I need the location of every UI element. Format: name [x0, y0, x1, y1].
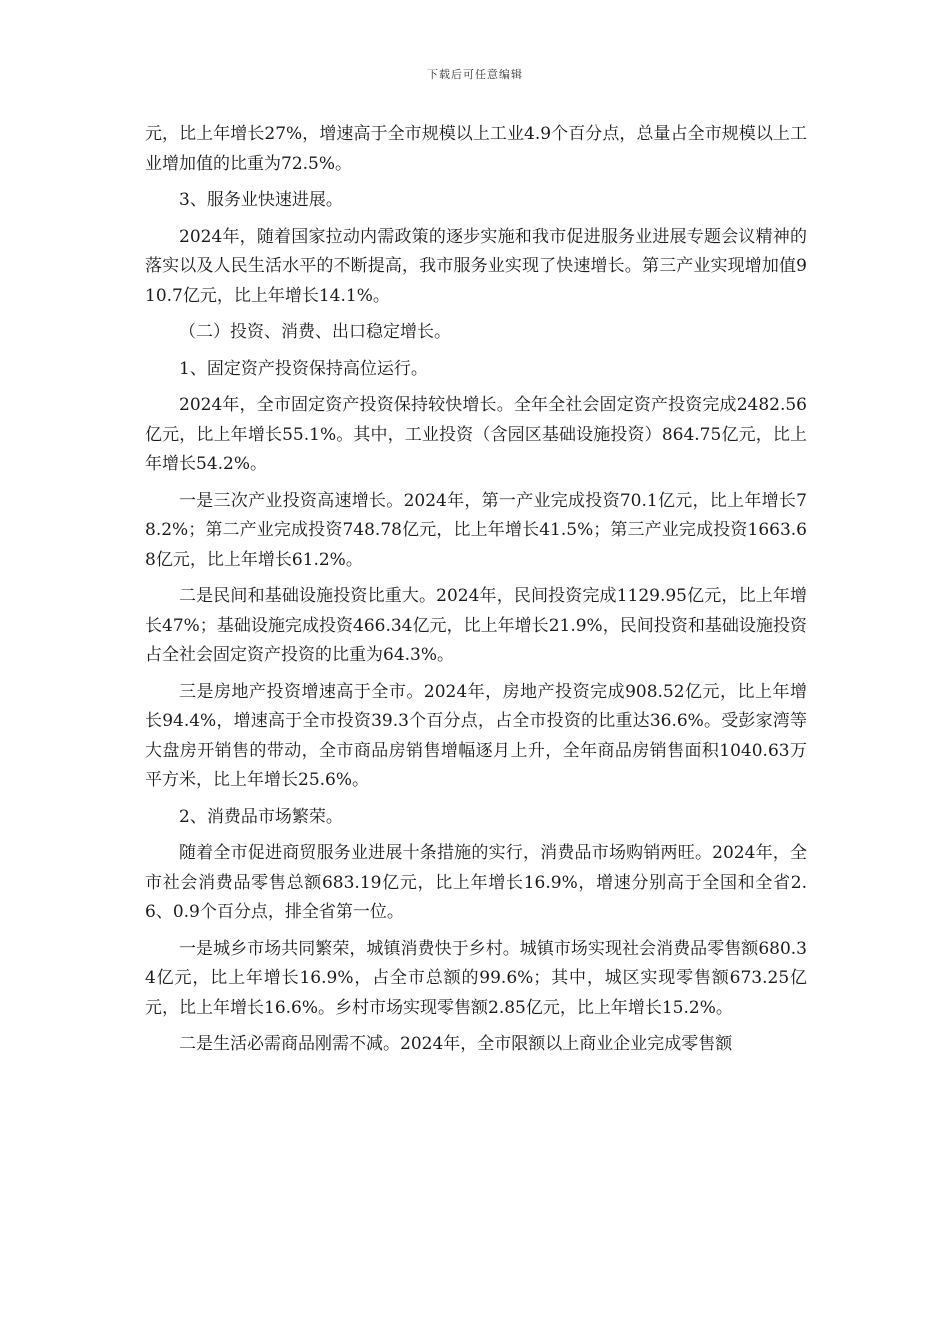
section-heading: 2、消费品市场繁荣。 [179, 806, 343, 827]
document-body [145, 120, 807, 1060]
paragraph: 2024年，全市固定资产投资保持较快增长。全年全社会固定资产投资完成2482.56亿元，比上年增长55.1%。其中，工业投资（含园区基础设施投资）864.75亿元，比上年增长54.2%。 [145, 395, 807, 474]
paragraph: 一是城乡市场共同繁荣，城镇消费快于乡村。城镇市场实现社会消费品零售额680.34亿元，比上年增长16.9%，占全市总额的99.6%；其中，城区实现零售额673.25亿元，比上年增长16.6%。乡村市场实现零售额2.85亿元，比上年增长15.2%。 [145, 938, 807, 1018]
page-header-note: 下载后可任意编辑 [427, 68, 523, 81]
paragraph: 三是房地产投资增速高于全市。2024年，房地产投资完成908.52亿元，比上年增长94.4%，增速高于全市投资39.3个百分点，占全市投资的比重达36.6%。受彭家湾等大盘房开销售的带动，全市商品房销售增幅逐月上升，全年商品房销售面积1040.63万平方米，比上年增长25.6%。 [145, 681, 807, 790]
section-heading: 1、固定资产投资保持高位运行。 [179, 358, 428, 379]
paragraph: 2024年，随着国家拉动内需政策的逐步实施和我市促进服务业进展专题会议精神的落实以及人民生活水平的不断提高，我市服务业实现了快速增长。第三产业实现增加值910.7亿元，比上年增长14.1%。 [145, 226, 807, 306]
section-heading: 3、服务业快速进展。 [179, 190, 343, 210]
paragraph: 元，比上年增长27%，增速高于全市规模以上工业4.9个百分点，总量占全市规模以上工业增加值的比重为72.5%。 [145, 124, 807, 174]
paragraph: 二是民间和基础设施投资比重大。2024年，民间投资完成1129.95亿元，比上年增长47%；基础设施完成投资466.34亿元，比上年增长21.9%，民间投资和基础设施投资占全社会固定资产投资的比重为64.3%。 [145, 586, 807, 665]
section-heading: （二）投资、消费、出口稳定增长。 [179, 322, 451, 342]
paragraph: 一是三次产业投资高速增长。2024年，第一产业完成投资70.1亿元，比上年增长78.2%；第二产业完成投资748.78亿元，比上年增长41.5%；第三产业完成投资1663.68亿元，比上年增长61.2%。 [145, 490, 807, 570]
paragraph: 随着全市促进商贸服务业进展十条措施的实行，消费品市场购销两旺。2024年，全市社会消费品零售总额683.19亿元，比上年增长16.9%，增速分别高于全国和全省2.6、0.9个百分点，排全省第一位。 [145, 843, 807, 922]
paragraph: 二是生活必需商品刚需不减。2024年，全市限额以上商业企业完成零售额 [179, 1034, 733, 1054]
